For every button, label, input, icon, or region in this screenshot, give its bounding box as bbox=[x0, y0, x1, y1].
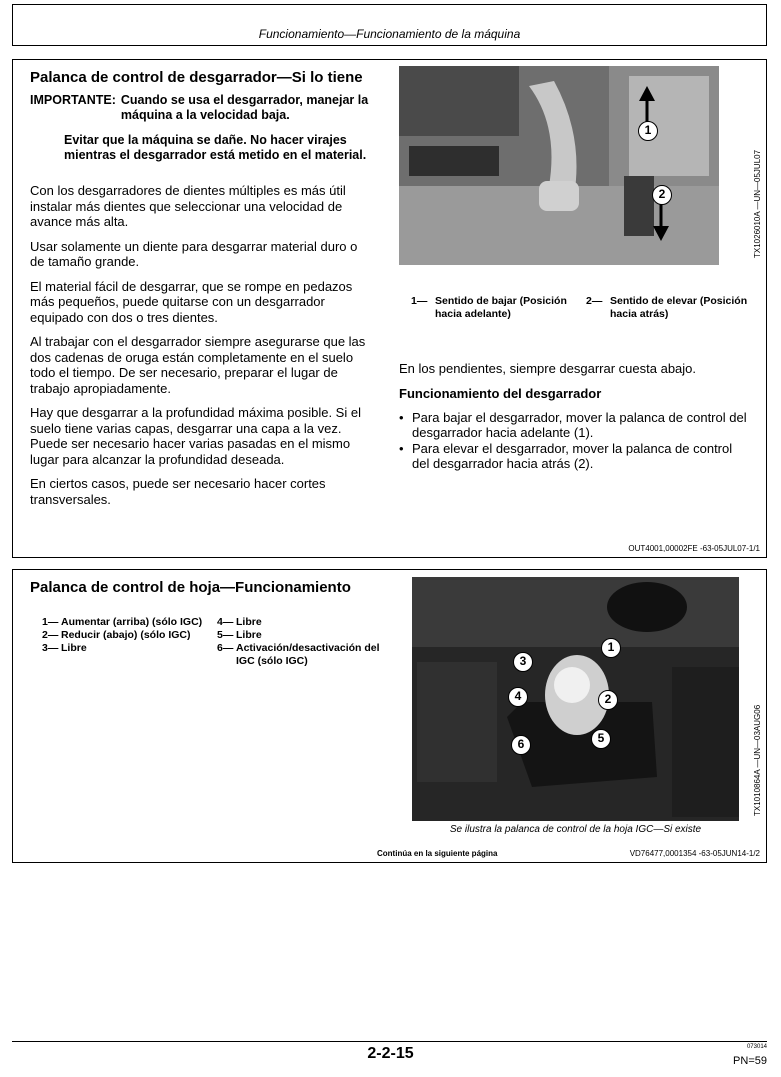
blade-legend-left bbox=[42, 616, 212, 655]
bullet-item: • Para elevar el desgarrador, mover la palanca de control del desgarrador hacia atrás (2). bbox=[399, 441, 749, 472]
bullet-text: Para bajar el desgarrador, mover la palanca de control del desgarrador hacia adelante (1). bbox=[412, 409, 747, 440]
legend-text: Sentido de elevar (Posición hacia atrás) bbox=[610, 295, 748, 320]
legend-number: 2— bbox=[586, 295, 603, 307]
ripper-control-illustration bbox=[399, 66, 719, 265]
legend-number: 6— bbox=[217, 642, 234, 654]
footer-code: 073014 bbox=[746, 1044, 767, 1050]
blade-section-title: Palanca de control de hoja—Funcionamiento bbox=[30, 579, 351, 596]
important-text: Cuando se usa el desgarrador, manejar la máquina a la velocidad baja. bbox=[120, 93, 369, 122]
legend-text: Sentido de bajar (Posición hacia adelante) bbox=[435, 295, 567, 320]
callout-3: 3 bbox=[513, 652, 533, 672]
legend-number: 2— bbox=[42, 629, 59, 641]
blade-reference: VD76477,0001354 -63-05JUN14-1/2 bbox=[629, 849, 760, 858]
continue-note: Continúa en la siguiente página bbox=[377, 849, 498, 858]
ripper-reference: OUT4001,00002FE -63-05JUL07-1/1 bbox=[628, 544, 760, 553]
paragraph: En ciertos casos, puede ser necesario hacer cortes transversales. bbox=[30, 476, 326, 507]
ripper-image-id: TX1026010A —UN—05JUL07 bbox=[753, 149, 762, 258]
blade-legend-right bbox=[217, 616, 382, 668]
bullet-text: Para elevar el desgarrador, mover la palanca de control del desgarrador hacia atrás (2). bbox=[412, 440, 733, 471]
paragraph: Hay que desgarrar a la profundidad máxima posible. Si el suelo tiene varias capas, desgarrar una capa a la vez. Puede ser necesario hacer varias pasadas en el mismo lugar para alcanzar la profundidad deseada. bbox=[30, 405, 361, 467]
legend-number: 3— bbox=[42, 642, 59, 654]
footer-rule bbox=[12, 1041, 767, 1042]
important-label: IMPORTANTE: bbox=[30, 93, 116, 107]
warning-text: Evitar que la máquina se dañe. No hacer virajes mientras el desgarrador está metido en el material. bbox=[64, 133, 367, 162]
paragraph: El material fácil de desgarrar, que se rompe en pedazos más pequeños, puede quitarse con un desgarrador equipado con dos o tres dientes. bbox=[30, 278, 353, 325]
bullet-item: • Para bajar el desgarrador, mover la palanca de control del desgarrador hacia adelante (1). bbox=[399, 410, 749, 441]
page-number: 2-2-15 bbox=[367, 1045, 414, 1062]
ripper-paragraphs bbox=[30, 183, 375, 507]
blade-control-photo bbox=[412, 577, 739, 821]
paragraph: Usar solamente un diente para desgarrar material duro o de tamaño grande. bbox=[30, 238, 358, 269]
legend-text: Aumentar (arriba) (sólo IGC) bbox=[61, 616, 203, 628]
legend-item bbox=[217, 642, 382, 668]
legend-number: 4— bbox=[217, 616, 234, 628]
legend-item bbox=[217, 616, 382, 629]
legend-item bbox=[217, 629, 382, 642]
blade-image-id: TX1010864A —UN—03AUG06 bbox=[753, 704, 762, 816]
callout-2: 2 bbox=[598, 690, 618, 710]
legend-text: Reducir (abajo) (sólo IGC) bbox=[61, 629, 191, 641]
callout-5: 5 bbox=[591, 729, 611, 749]
ripper-legend-item bbox=[586, 295, 761, 321]
legend-number: 5— bbox=[217, 629, 234, 641]
legend-text: Libre bbox=[236, 616, 262, 628]
blade-control-illustration bbox=[412, 577, 739, 821]
blade-photo-caption: Se ilustra la palanca de control de la hoja IGC—Si existe bbox=[449, 824, 702, 835]
legend-text: Libre bbox=[236, 629, 262, 641]
ripper-bullets bbox=[399, 410, 749, 472]
callout-2: 2 bbox=[652, 185, 672, 205]
ripper-legend-item bbox=[411, 295, 581, 321]
footer-pn: PN=59 bbox=[733, 1055, 767, 1067]
blade-section bbox=[12, 569, 767, 863]
legend-number: 1— bbox=[42, 616, 59, 628]
ripper-section-title: Palanca de control de desgarrador—Si lo tiene bbox=[30, 69, 363, 86]
ripper-section bbox=[12, 59, 767, 558]
callout-4: 4 bbox=[508, 687, 528, 707]
running-header-title: Funcionamiento—Funcionamiento de la máquina bbox=[258, 27, 521, 41]
legend-text: Activación/desactivación del IGC (sólo IGC) bbox=[236, 642, 380, 667]
ripper-control-photo bbox=[399, 66, 719, 265]
running-header-box bbox=[12, 4, 767, 46]
slope-note: En los pendientes, siempre desgarrar cuesta abajo. bbox=[399, 361, 697, 376]
callout-1: 1 bbox=[638, 121, 658, 141]
ripper-operation-heading: Funcionamiento del desgarrador bbox=[399, 385, 602, 401]
legend-item bbox=[42, 616, 212, 629]
important-notice bbox=[30, 93, 375, 163]
callout-1: 1 bbox=[601, 638, 621, 658]
legend-text: Libre bbox=[61, 642, 87, 654]
paragraph: Con los desgarradores de dientes múltiples es más útil instalar más dientes que seleccionar una velocidad de avance más alta. bbox=[30, 183, 346, 229]
callout-6: 6 bbox=[511, 735, 531, 755]
legend-number: 1— bbox=[411, 295, 428, 307]
paragraph: Al trabajar con el desgarrador siempre asegurarse que las dos cadenas de oruga están completamente en el suelo todo el tiempo. De ser necesario, preparar el lugar de trabajo apropiadamente. bbox=[30, 334, 366, 396]
legend-item bbox=[42, 629, 212, 642]
legend-item bbox=[42, 642, 212, 655]
